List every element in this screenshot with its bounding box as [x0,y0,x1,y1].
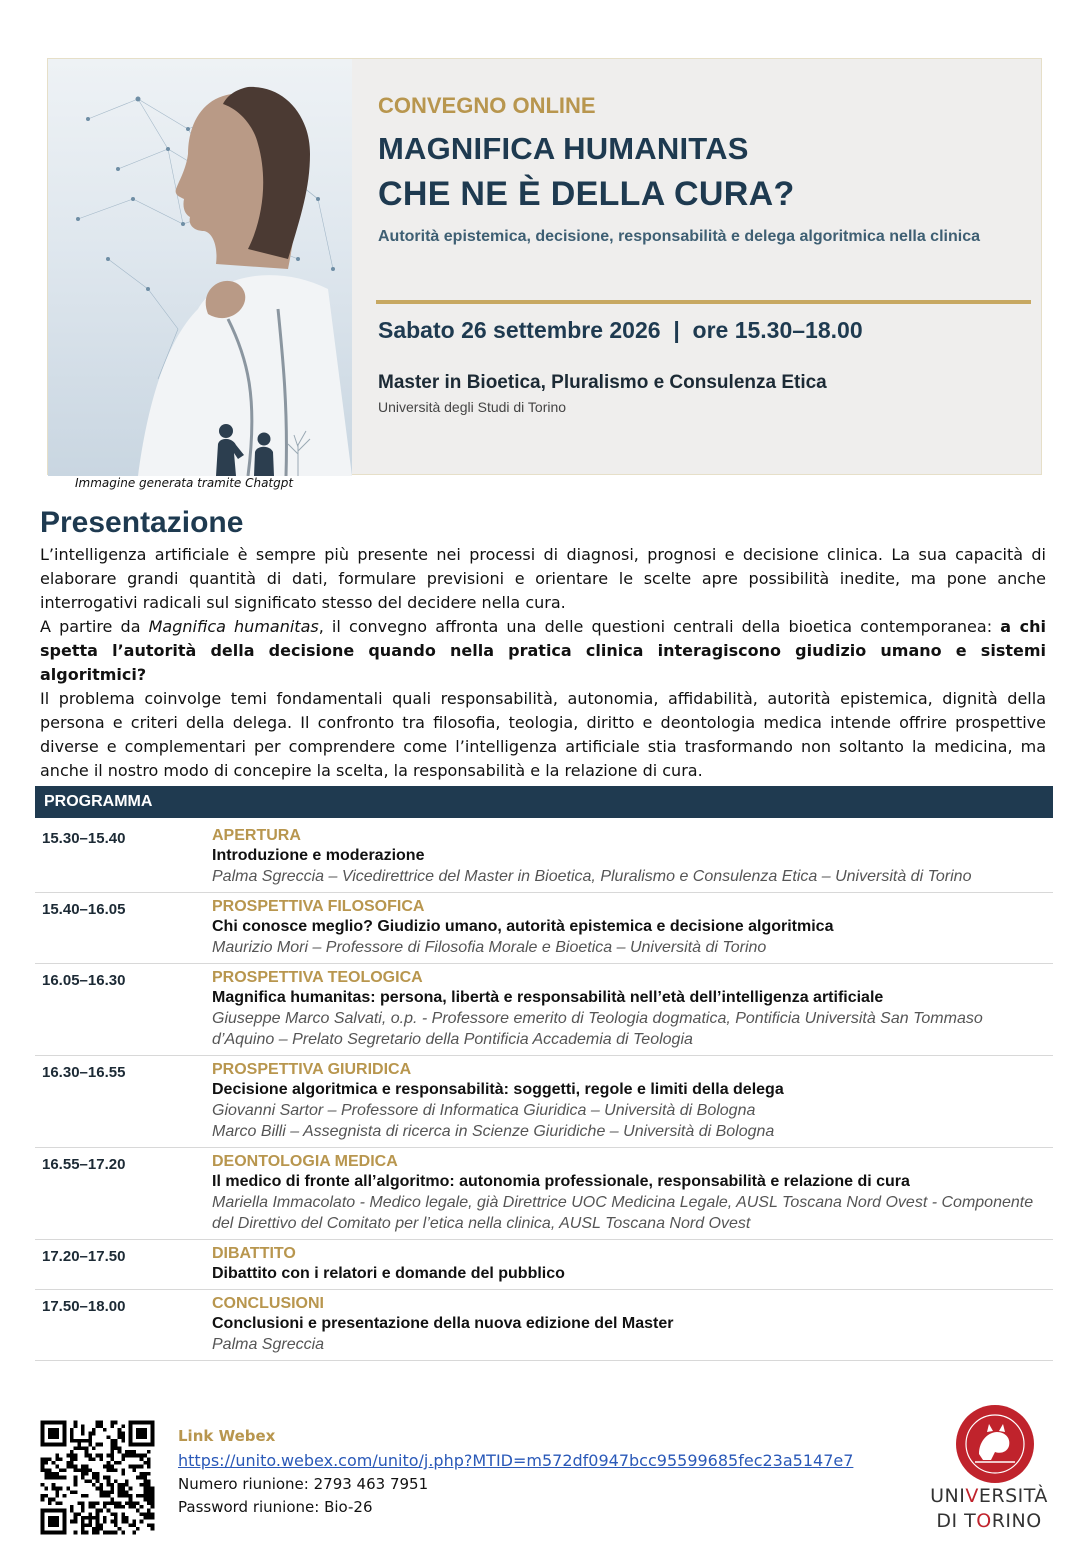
logo-text-part: ERSITÀ [978,1485,1048,1507]
event-title-line1: MAGNIFICA HUMANITAS [378,131,749,166]
presentation-paragraph [40,615,1046,687]
webex-info [178,1426,853,1516]
hero-image [48,59,352,476]
program-talk-title: Decisione algoritmica e responsabilità: soggetti, regole e limiti della delega [212,1081,784,1098]
logo-text-accent: O [976,1510,992,1532]
program-row [35,1240,1053,1290]
program-talk-title: Il medico di fronte all’algoritmo: autonomia professionale, responsabilità e relazione di cura [212,1173,910,1190]
program-row [35,1290,1053,1361]
presentation-paragraph: Il problema coinvolge temi fondamentali quali responsabilità, autonomia, affidabilità, autorità epistemica, dignità della persona e criteri della delega. Il confronto tra filosofia, teologia, diritto e deontologia medica intende offrire prospettive diverse e complementari per comprendere come l’intelligenza artificiale stia trasformando non soltanto la medicina, ma anche il nostro modo di concepire la scelta, la responsabilità e la relazione di cura. [40,689,1046,780]
program-section: APERTURA [212,827,301,844]
program-talk-title: Dibattito con i relatori e domande del pubblico [212,1265,565,1282]
text-run-italic: Magnifica humanitas [148,617,319,636]
meeting-password: Password riunione: Bio-26 [178,1498,373,1516]
program-speaker: Palma Sgreccia – Vicedirettrice del Master in Bioetica, Pluralismo e Consulenza Etica – Università di Torino [212,868,972,885]
organizer-university: Università degli Studi di Torino [378,399,567,415]
program-time: 15.40–16.05 [42,901,126,918]
program-speaker: Maurizio Mori – Professore di Filosofia Morale e Bioetica – Università di Torino [212,939,767,956]
program-talk-title: Introduzione e moderazione [212,847,425,864]
organizer-master: Master in Bioetica, Pluralismo e Consulenza Etica [378,372,827,393]
text-run: , il convegno affronta una delle questioni centrali della bioetica contemporanea: [318,617,1001,636]
logo-text-part: DI T [936,1510,977,1532]
program-time: 16.30–16.55 [42,1064,126,1081]
program-speaker: Mariella Immacolato - Medico legale, già Direttrice UOC Medicina Legale, AUSL Toscana Nord Ovest - Componente del Direttivo del Comitato per l’etica nella clinica, AUSL Toscana Nord Ovest [212,1194,1034,1232]
program-section: CONCLUSIONI [212,1295,324,1312]
presentation-paragraph: L’intelligenza artificiale è sempre più presente nei processi di diagnosi, prognosi e decisione clinica. La sua capacità di elaborare grandi quantità di dati, formulare previsioni e orientare le scelte apre possibilità inedite, ma pone anche interrogativi radicali sul significato stesso del decidere nella cura. [40,545,1046,612]
program-details [212,1294,1037,1355]
program-row [35,822,1053,893]
program-speaker: Palma Sgreccia [212,1336,325,1353]
logo-text-part: RINO [991,1510,1042,1532]
seal-icon [935,1402,1055,1486]
logo-text-accent: V [965,1485,979,1507]
program-speaker: Giuseppe Marco Salvati, o.p. - Professore emerito di Teologia dogmatica, Pontificia Università San Tommaso d’Aquino – Prelato Segretario della Pontificia Accademia di Teologia [212,1010,983,1048]
divider [376,300,1031,304]
program-details [212,897,1037,958]
program-details [212,1060,1037,1142]
program-heading: PROGRAMMA [35,786,1053,818]
program-row [35,1056,1053,1148]
meeting-number: Numero riunione: 2793 463 7951 [178,1475,429,1493]
text-run-bold: a chi spetta l’autorità della decisione quando nella pratica clinica interagiscono giudizio umano e sistemi algoritmici? [40,617,1046,684]
program-time: 16.05–16.30 [42,972,126,989]
program-time: 17.50–18.00 [42,1298,126,1315]
program-talk-title: Chi conosce meglio? Giudizio umano, autorità epistemica e decisione algoritmica [212,918,834,935]
webex-label: Link Webex [178,1427,276,1445]
program-details [212,1244,1037,1284]
program-time: 16.55–17.20 [42,1156,126,1173]
qr-code-image [37,1417,158,1538]
program-row [35,1148,1053,1240]
program-details [212,968,1037,1050]
text-run: A partire da [40,617,149,636]
program-talk-title: Magnifica humanitas: persona, libertà e responsabilità nell’età dell’intelligenza artificiale [212,989,884,1006]
program-speaker: Giovanni Sartor – Professore di Informatica Giuridica – Università di Bologna [212,1102,756,1119]
section-title-presentation: Presentazione [40,506,244,539]
qr-code[interactable] [37,1417,158,1538]
university-logo-text [924,1484,1054,1534]
program-talk-title: Conclusioni e presentazione della nuova edizione del Master [212,1315,674,1332]
program-row [35,893,1053,964]
event-kicker: CONVEGNO ONLINE [378,93,596,118]
image-caption: Immagine generata tramite Chatgpt [75,476,294,490]
logo-text-part: UNI [930,1485,966,1507]
program-time: 17.20–17.50 [42,1248,126,1265]
program-section: DIBATTITO [212,1245,296,1262]
event-date: Sabato 26 settembre 2026 | ore 15.30–18.00 [378,317,863,343]
program-section: PROSPETTIVA GIURIDICA [212,1061,412,1078]
header-banner [47,58,1042,475]
program-details [212,826,1037,887]
doctor-illustration [48,59,352,476]
program-table [35,822,1053,1361]
webex-link[interactable]: https://unito.webex.com/unito/j.php?MTID=m572df0947bcc95599685fec23a5147e7 [178,1451,854,1470]
program-section: PROSPETTIVA FILOSOFICA [212,898,425,915]
program-row [35,964,1053,1056]
program-section: PROSPETTIVA TEOLOGICA [212,969,423,986]
program-speaker: Marco Billi – Assegnista di ricerca in Scienze Giuridiche – Università di Bologna [212,1123,775,1140]
program-section: DEONTOLOGIA MEDICA [212,1153,398,1170]
event-title-line2: CHE NE È DELLA CURA? [378,175,795,213]
presentation-text [40,543,1046,783]
event-subtitle: Autorità epistemica, decisione, responsabilità e delega algoritmica nella clinica [378,228,980,245]
program-time: 15.30–15.40 [42,830,126,847]
program-details [212,1152,1037,1234]
